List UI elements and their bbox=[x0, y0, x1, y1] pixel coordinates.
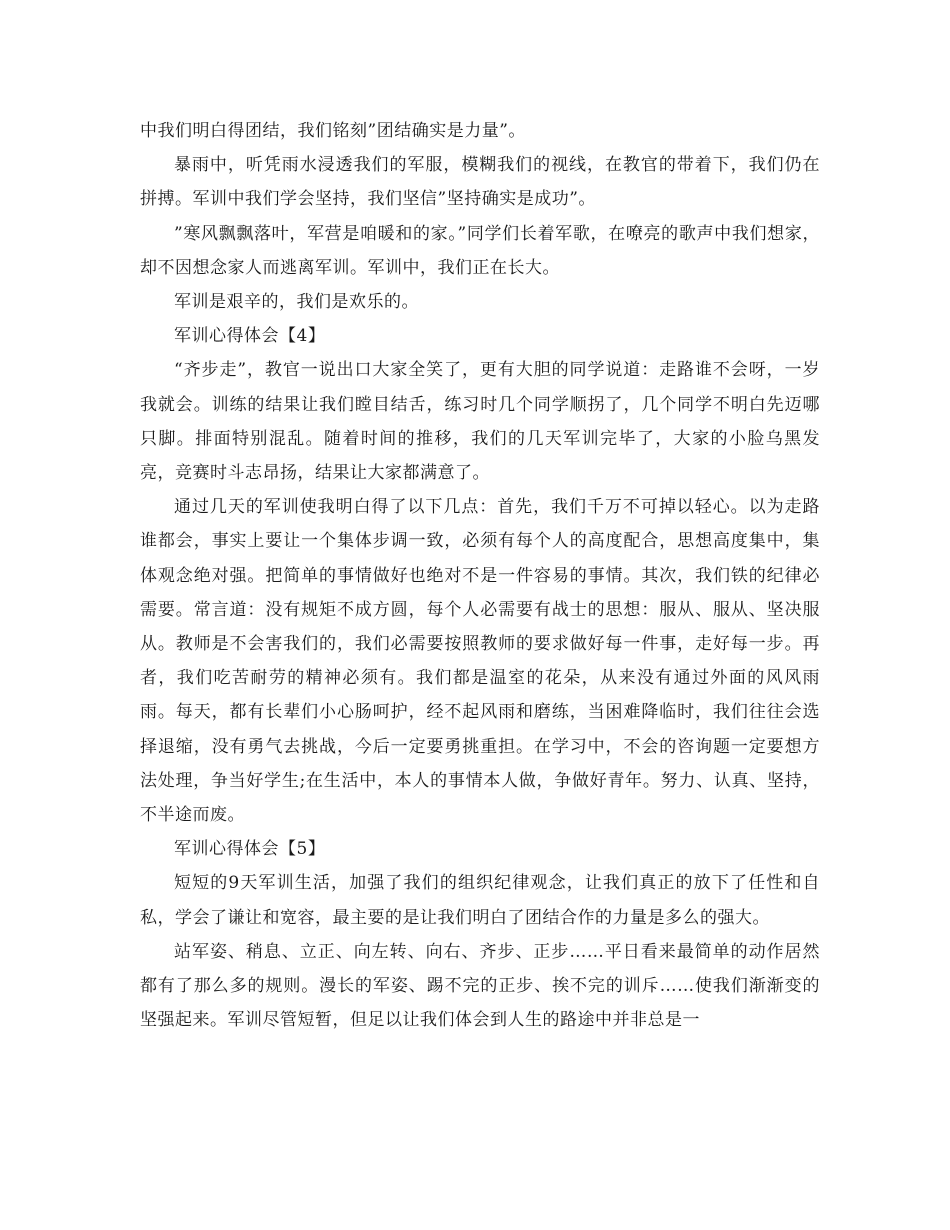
paragraph: ”寒风飘飘落叶，军营是咱暖和的家。”同学们长着军歌，在嘹亮的歌声中我们想家，却不因想念家人而逃离军训。军训中，我们正在长大。 bbox=[140, 223, 820, 278]
paragraph: 中我们明白得团结，我们铭刻”团结确实是力量”。 bbox=[140, 121, 526, 141]
section-heading: 军训心得体会【5】 bbox=[174, 839, 326, 860]
paragraph: 站军姿、稍息、立正、向左转、向右、齐步、正步……平日看来最简单的动作居然都有了那么多的规则。漫长的军姿、踢不完的正步、挨不完的训斥……使我们渐渐变的坚强起来。军训尽管短暂，但足以让我们体会到人生的路途中并非总是一 bbox=[140, 941, 820, 1031]
document-body bbox=[140, 114, 820, 1037]
paragraph: 通过几天的军训使我明白得了以下几点：首先，我们千万不可掉以轻心。以为走路谁都会，事实上要让一个集体步调一致，必须有每个人的高度配合，思想高度集中，集体观念绝对强。把简单的事情做好也绝对不是一件容易的事情。其次，我们铁的纪律必需要。常言道：没有规矩不成方圆，每个人必需要有战士的思想：服从、服从、坚决服从。教师是不会害我们的，我们必需要按照教师的要求做好每一件事，走好每一步。再者，我们吃苦耐劳的精神必须有。我们都是温室的花朵，从来没有通过外面的风风雨雨。每天，都有长辈们小心肠呵护，经不起风雨和磨练，当困难降临时，我们往往会选择退缩，没有勇气去挑战，今后一定要勇挑重担。在学习中，不会的咨询题一定要想方法处理，争当好学生;在生活中，本人的事情本人做，争做好青年。努力、认真、坚持，不半途而废。 bbox=[140, 497, 820, 826]
section-heading: 军训心得体会【4】 bbox=[174, 326, 326, 347]
paragraph: 短短的9天军训生活，加强了我们的组织纪律观念，让我们真正的放下了任性和自私，学会了谦让和宽容，最主要的是让我们明白了团结合作的力量是多么的强大。 bbox=[140, 873, 820, 928]
paragraph: 暴雨中，听凭雨水浸透我们的军服，模糊我们的视线，在教官的带着下，我们仍在拼搏。军训中我们学会坚持，我们坚信”坚持确实是成功”。 bbox=[140, 155, 820, 210]
paragraph: 军训是艰辛的，我们是欢乐的。 bbox=[174, 292, 419, 313]
paragraph: “齐步走”，教官一说出口大家全笑了，更有大胆的同学说道：走路谁不会呀，一岁我就会。训练的结果让我们瞠目结舌，练习时几个同学顺拐了，几个同学不明白先迈哪只脚。排面特别混乱。随着时间的推移，我们的几天军训完毕了，大家的小脸乌黑发亮，竞赛时斗志昂扬，结果让大家都满意了。 bbox=[140, 360, 820, 484]
